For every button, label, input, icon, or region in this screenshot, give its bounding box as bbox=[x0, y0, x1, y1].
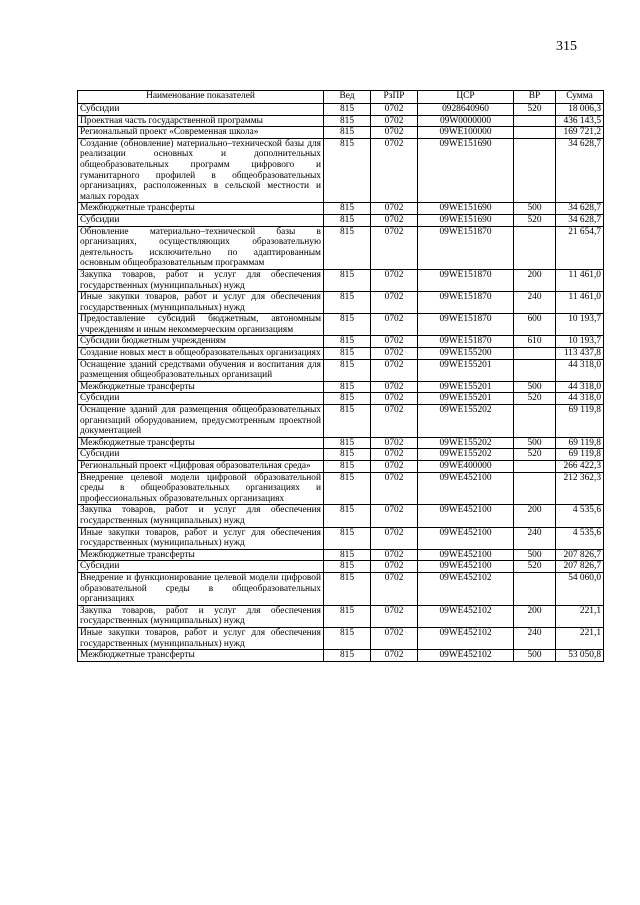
cell-rzpr: 0702 bbox=[371, 115, 418, 127]
table-header-row bbox=[78, 91, 604, 104]
cell-sum: 221,1 bbox=[556, 627, 604, 649]
cell-ved: 815 bbox=[324, 359, 371, 381]
cell-name: Региональный проект «Современная школа» bbox=[78, 127, 324, 139]
cell-vr: 520 bbox=[514, 393, 556, 405]
cell-vr: 500 bbox=[514, 437, 556, 449]
cell-name: Внедрение целевой модели цифровой образовательной среды в общеобразовательных организациях и профессиональных образовательных организациях bbox=[78, 472, 324, 505]
cell-ved: 815 bbox=[324, 627, 371, 649]
cell-sum: 44 318,0 bbox=[556, 359, 604, 381]
table-row bbox=[78, 505, 604, 527]
cell-vr: 240 bbox=[514, 292, 556, 314]
table-row bbox=[78, 336, 604, 348]
page-number: 315 bbox=[556, 39, 577, 54]
cell-name: Межбюджетные трансферты bbox=[78, 549, 324, 561]
cell-csr: 09WE452102 bbox=[418, 627, 514, 649]
cell-name: Иные закупки товаров, работ и услуг для обеспечения государственных (муниципальных) нужд bbox=[78, 527, 324, 549]
cell-ved: 815 bbox=[324, 393, 371, 405]
cell-rzpr: 0702 bbox=[371, 627, 418, 649]
cell-vr: 520 bbox=[514, 214, 556, 226]
cell-csr: 09WE155201 bbox=[418, 393, 514, 405]
cell-rzpr: 0702 bbox=[371, 572, 418, 605]
cell-name: Оснащение зданий для размещения общеобразовательных организаций оборудованием, предусмотренным проектной документацией bbox=[78, 405, 324, 438]
cell-sum: 21 654,7 bbox=[556, 226, 604, 269]
cell-sum: 11 461,0 bbox=[556, 269, 604, 291]
cell-vr: 500 bbox=[514, 381, 556, 393]
cell-ved: 815 bbox=[324, 561, 371, 573]
cell-csr: 09WE151870 bbox=[418, 292, 514, 314]
cell-rzpr: 0702 bbox=[371, 336, 418, 348]
cell-sum: 69 119,8 bbox=[556, 449, 604, 461]
cell-vr bbox=[514, 359, 556, 381]
table-row bbox=[78, 650, 604, 662]
cell-vr bbox=[514, 226, 556, 269]
cell-sum: 11 461,0 bbox=[556, 292, 604, 314]
cell-csr: 09WE155201 bbox=[418, 359, 514, 381]
table-row bbox=[78, 359, 604, 381]
cell-sum: 34 628,7 bbox=[556, 214, 604, 226]
cell-rzpr: 0702 bbox=[371, 138, 418, 203]
table-row bbox=[78, 226, 604, 269]
table-row bbox=[78, 214, 604, 226]
header-rzpr: РзПР bbox=[371, 91, 418, 104]
cell-name: Предоставление субсидий бюджетным, автономным учреждениям и иным некоммерческим организациям bbox=[78, 314, 324, 336]
cell-ved: 815 bbox=[324, 292, 371, 314]
table-row bbox=[78, 627, 604, 649]
cell-vr: 600 bbox=[514, 314, 556, 336]
cell-name: Субсидии бюджетным учреждениям bbox=[78, 336, 324, 348]
cell-ved: 815 bbox=[324, 449, 371, 461]
cell-rzpr: 0702 bbox=[371, 393, 418, 405]
table-row bbox=[78, 461, 604, 473]
cell-csr: 09WE151870 bbox=[418, 314, 514, 336]
table-row bbox=[78, 203, 604, 215]
cell-rzpr: 0702 bbox=[371, 405, 418, 438]
header-vr: ВР bbox=[514, 91, 556, 104]
cell-csr: 09WE100000 bbox=[418, 127, 514, 139]
cell-name: Иные закупки товаров, работ и услуг для обеспечения государственных (муниципальных) нужд bbox=[78, 627, 324, 649]
cell-vr bbox=[514, 115, 556, 127]
table-row bbox=[78, 269, 604, 291]
cell-rzpr: 0702 bbox=[371, 650, 418, 662]
cell-vr bbox=[514, 472, 556, 505]
cell-sum: 54 060,0 bbox=[556, 572, 604, 605]
table-row bbox=[78, 549, 604, 561]
table-row bbox=[78, 127, 604, 139]
header-ved: Вед bbox=[324, 91, 371, 104]
table-row bbox=[78, 115, 604, 127]
cell-csr: 0928640960 bbox=[418, 104, 514, 116]
cell-name: Закупка товаров, работ и услуг для обеспечения государственных (муниципальных) нужд bbox=[78, 505, 324, 527]
cell-csr: 09WE151870 bbox=[418, 226, 514, 269]
cell-csr: 09WE400000 bbox=[418, 461, 514, 473]
cell-vr: 240 bbox=[514, 527, 556, 549]
cell-ved: 815 bbox=[324, 336, 371, 348]
cell-vr: 200 bbox=[514, 505, 556, 527]
cell-vr bbox=[514, 405, 556, 438]
cell-ved: 815 bbox=[324, 605, 371, 627]
table-row bbox=[78, 104, 604, 116]
header-sum: Сумма bbox=[556, 91, 604, 104]
cell-sum: 207 826,7 bbox=[556, 549, 604, 561]
cell-vr: 240 bbox=[514, 627, 556, 649]
cell-vr bbox=[514, 138, 556, 203]
cell-rzpr: 0702 bbox=[371, 437, 418, 449]
table-row bbox=[78, 314, 604, 336]
cell-sum: 113 437,8 bbox=[556, 348, 604, 360]
cell-rzpr: 0702 bbox=[371, 269, 418, 291]
cell-vr: 520 bbox=[514, 561, 556, 573]
table-row bbox=[78, 572, 604, 605]
cell-rzpr: 0702 bbox=[371, 561, 418, 573]
cell-rzpr: 0702 bbox=[371, 127, 418, 139]
cell-ved: 815 bbox=[324, 138, 371, 203]
cell-csr: 09WE452100 bbox=[418, 549, 514, 561]
cell-vr bbox=[514, 127, 556, 139]
cell-name: Субсидии bbox=[78, 449, 324, 461]
table-body bbox=[78, 104, 604, 662]
cell-vr bbox=[514, 348, 556, 360]
cell-csr: 09WE151870 bbox=[418, 336, 514, 348]
cell-csr: 09WE452100 bbox=[418, 505, 514, 527]
cell-rzpr: 0702 bbox=[371, 605, 418, 627]
cell-sum: 34 628,7 bbox=[556, 138, 604, 203]
cell-ved: 815 bbox=[324, 127, 371, 139]
cell-rzpr: 0702 bbox=[371, 461, 418, 473]
cell-ved: 815 bbox=[324, 405, 371, 438]
cell-ved: 815 bbox=[324, 269, 371, 291]
cell-csr: 09WE155202 bbox=[418, 437, 514, 449]
cell-csr: 09WE452102 bbox=[418, 650, 514, 662]
cell-csr: 09WE452102 bbox=[418, 572, 514, 605]
header-csr: ЦСР bbox=[418, 91, 514, 104]
cell-csr: 09WE452100 bbox=[418, 472, 514, 505]
cell-sum: 34 628,7 bbox=[556, 203, 604, 215]
cell-sum: 10 193,7 bbox=[556, 336, 604, 348]
cell-csr: 09WE452102 bbox=[418, 605, 514, 627]
cell-rzpr: 0702 bbox=[371, 527, 418, 549]
cell-vr: 610 bbox=[514, 336, 556, 348]
cell-vr: 520 bbox=[514, 449, 556, 461]
cell-csr: 09WE155202 bbox=[418, 405, 514, 438]
table-row bbox=[78, 138, 604, 203]
cell-ved: 815 bbox=[324, 437, 371, 449]
cell-ved: 815 bbox=[324, 549, 371, 561]
cell-rzpr: 0702 bbox=[371, 381, 418, 393]
cell-sum: 44 318,0 bbox=[556, 393, 604, 405]
cell-name: Субсидии bbox=[78, 561, 324, 573]
cell-rzpr: 0702 bbox=[371, 505, 418, 527]
table-row bbox=[78, 437, 604, 449]
cell-rzpr: 0702 bbox=[371, 226, 418, 269]
cell-vr: 500 bbox=[514, 203, 556, 215]
cell-ved: 815 bbox=[324, 381, 371, 393]
cell-name: Межбюджетные трансферты bbox=[78, 381, 324, 393]
cell-rzpr: 0702 bbox=[371, 359, 418, 381]
cell-vr: 200 bbox=[514, 605, 556, 627]
cell-name: Иные закупки товаров, работ и услуг для обеспечения государственных (муниципальных) нужд bbox=[78, 292, 324, 314]
cell-csr: 09W0000000 bbox=[418, 115, 514, 127]
cell-ved: 815 bbox=[324, 348, 371, 360]
cell-name: Проектная часть государственной программы bbox=[78, 115, 324, 127]
cell-ved: 815 bbox=[324, 472, 371, 505]
cell-ved: 815 bbox=[324, 203, 371, 215]
cell-vr bbox=[514, 461, 556, 473]
cell-csr: 09WE155200 bbox=[418, 348, 514, 360]
cell-name: Оснащение зданий средствами обучения и воспитания для размещения общеобразовательных организаций bbox=[78, 359, 324, 381]
budget-table bbox=[77, 90, 604, 662]
cell-name: Субсидии bbox=[78, 393, 324, 405]
cell-name: Субсидии bbox=[78, 104, 324, 116]
table-row bbox=[78, 292, 604, 314]
cell-name: Закупка товаров, работ и услуг для обеспечения государственных (муниципальных) нужд bbox=[78, 605, 324, 627]
cell-ved: 815 bbox=[324, 104, 371, 116]
cell-rzpr: 0702 bbox=[371, 203, 418, 215]
cell-ved: 815 bbox=[324, 226, 371, 269]
cell-name: Региональный проект «Цифровая образовательная среда» bbox=[78, 461, 324, 473]
cell-sum: 18 006,3 bbox=[556, 104, 604, 116]
cell-name: Межбюджетные трансферты bbox=[78, 650, 324, 662]
cell-ved: 815 bbox=[324, 461, 371, 473]
cell-rzpr: 0702 bbox=[371, 449, 418, 461]
cell-rzpr: 0702 bbox=[371, 292, 418, 314]
cell-name: Межбюджетные трансферты bbox=[78, 203, 324, 215]
cell-rzpr: 0702 bbox=[371, 314, 418, 336]
cell-name: Межбюджетные трансферты bbox=[78, 437, 324, 449]
header-name: Наименование показателей bbox=[78, 91, 324, 104]
cell-rzpr: 0702 bbox=[371, 549, 418, 561]
table-row bbox=[78, 605, 604, 627]
cell-name: Внедрение и функционирование целевой модели цифровой образовательной среды в общеобразовательных организациях bbox=[78, 572, 324, 605]
cell-sum: 266 422,3 bbox=[556, 461, 604, 473]
cell-ved: 815 bbox=[324, 527, 371, 549]
cell-sum: 169 721,2 bbox=[556, 127, 604, 139]
cell-csr: 09WE151690 bbox=[418, 138, 514, 203]
cell-name: Создание (обновление) материально–технической базы для реализации основных и дополнительных общеобразовательных программ цифрового и гуманитарного профилей в общеобразовательных организациях, расположенных в сельской местности и малых городах bbox=[78, 138, 324, 203]
cell-csr: 09WE151690 bbox=[418, 214, 514, 226]
table-row bbox=[78, 527, 604, 549]
cell-sum: 212 362,3 bbox=[556, 472, 604, 505]
cell-vr: 500 bbox=[514, 650, 556, 662]
cell-ved: 815 bbox=[324, 314, 371, 336]
cell-ved: 815 bbox=[324, 115, 371, 127]
cell-rzpr: 0702 bbox=[371, 348, 418, 360]
cell-csr: 09WE151690 bbox=[418, 203, 514, 215]
cell-csr: 09WE452100 bbox=[418, 527, 514, 549]
cell-csr: 09WE452100 bbox=[418, 561, 514, 573]
cell-sum: 69 119,8 bbox=[556, 437, 604, 449]
table-row bbox=[78, 449, 604, 461]
table-row bbox=[78, 381, 604, 393]
table-row bbox=[78, 561, 604, 573]
cell-ved: 815 bbox=[324, 650, 371, 662]
cell-ved: 815 bbox=[324, 572, 371, 605]
cell-sum: 207 826,7 bbox=[556, 561, 604, 573]
cell-rzpr: 0702 bbox=[371, 104, 418, 116]
cell-sum: 221,1 bbox=[556, 605, 604, 627]
cell-sum: 4 535,6 bbox=[556, 505, 604, 527]
table-row bbox=[78, 405, 604, 438]
cell-sum: 436 143,5 bbox=[556, 115, 604, 127]
cell-vr: 520 bbox=[514, 104, 556, 116]
cell-sum: 4 535,6 bbox=[556, 527, 604, 549]
cell-name: Обновление материально–технической базы в организациях, осуществляющих образовательную деятельность исключительно по адаптированным основным общеобразовательным программам bbox=[78, 226, 324, 269]
cell-csr: 09WE155202 bbox=[418, 449, 514, 461]
cell-sum: 10 193,7 bbox=[556, 314, 604, 336]
table-row bbox=[78, 348, 604, 360]
cell-name: Закупка товаров, работ и услуг для обеспечения государственных (муниципальных) нужд bbox=[78, 269, 324, 291]
cell-ved: 815 bbox=[324, 214, 371, 226]
cell-ved: 815 bbox=[324, 505, 371, 527]
cell-vr: 200 bbox=[514, 269, 556, 291]
cell-sum: 44 318,0 bbox=[556, 381, 604, 393]
cell-rzpr: 0702 bbox=[371, 472, 418, 505]
cell-rzpr: 0702 bbox=[371, 214, 418, 226]
table-row bbox=[78, 393, 604, 405]
cell-sum: 69 119,8 bbox=[556, 405, 604, 438]
cell-name: Создание новых мест в общеобразовательных организациях bbox=[78, 348, 324, 360]
cell-csr: 09WE151870 bbox=[418, 269, 514, 291]
table-row bbox=[78, 472, 604, 505]
cell-csr: 09WE155201 bbox=[418, 381, 514, 393]
cell-vr: 500 bbox=[514, 549, 556, 561]
cell-sum: 53 050,8 bbox=[556, 650, 604, 662]
cell-name: Субсидии bbox=[78, 214, 324, 226]
cell-vr bbox=[514, 572, 556, 605]
